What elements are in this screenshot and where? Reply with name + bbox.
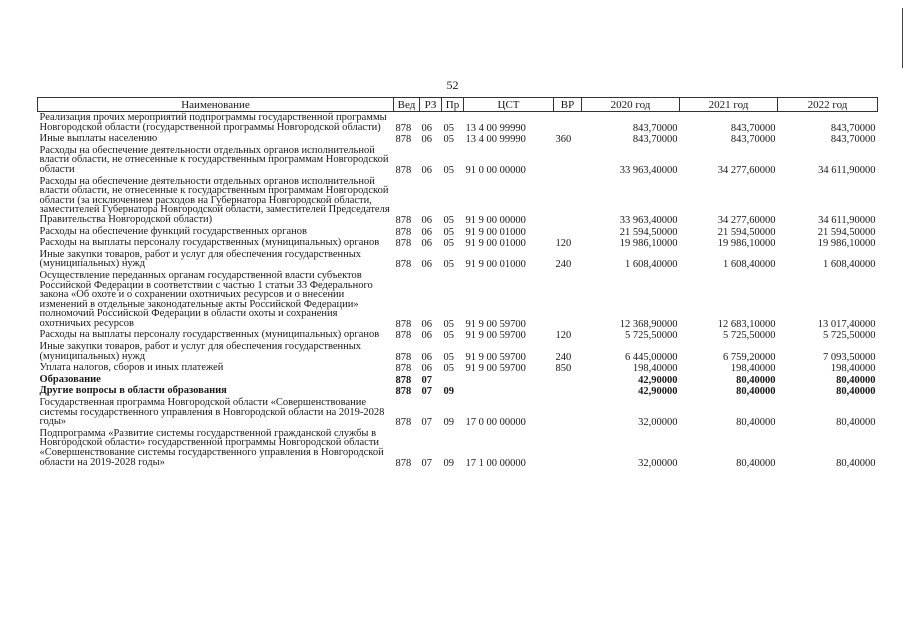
cell-y2022: 5 725,50000 [823,330,876,342]
table-row [38,133,878,145]
page-number: 52 [446,78,459,92]
table-row [38,362,878,374]
cell-ved: 878 [395,374,412,386]
cell-vr: 240 [555,351,572,363]
cell-y2020: 19 986,10000 [619,238,678,249]
cell-ved: 878 [395,226,412,238]
cell-pr: 09 [443,417,454,428]
cell-cst: 91 0 00 00000 [465,164,526,176]
cell-vr [554,397,582,428]
cell-name: Осуществление переданных органам государственной власти субъектов Российской Федерации в соответствии с частью 1 статьи 33 Федерального закона «Об охоте и о сохранении охотничьих ресурсов и о внесении изменений в отдельные законодательные акты Российской Федерации» полномочий Российской Федерации в области охоты и сохранения охотничьих ресурсов [39,269,373,329]
cell-name: Уплата налогов, сборов и иных платежей [39,362,224,374]
cell-vr: 120 [555,330,572,342]
cell-y2021: 80,40000 [736,386,776,398]
table-row [38,341,878,362]
col-header-cst: ЦСТ [464,98,554,112]
cell-cst [464,385,554,397]
cell-rz: 07 [421,417,432,428]
cell-y2022: 21 594,50000 [817,226,876,238]
cell-name: Расходы на обеспечение функций государственных органов [39,225,307,237]
table-body [38,112,878,469]
cell-pr: 05 [443,164,454,176]
cell-ved: 878 [395,134,412,145]
cell-name: Расходы на выплаты персоналу государственных (муниципальных) органов [39,329,380,341]
cell-vr: 360 [555,134,572,145]
cell-cst: 91 9 00 01000 [465,226,526,238]
cell-cst: 91 9 00 59700 [465,330,526,342]
cell-y2022: 34 611,90000 [818,164,876,176]
cell-y2022: 13 017,40000 [817,318,876,330]
table-row [38,249,878,270]
col-header-vr: ВР [554,98,582,112]
cell-pr: 09 [443,386,454,398]
col-header-rz: РЗ [420,98,442,112]
table-row [38,374,878,386]
cell-rz: 07 [421,374,432,386]
cell-y2021: 21 594,50000 [717,226,776,238]
cell-name: Расходы на обеспечение деятельности отдельных органов исполнительной власти области, не отнесенные к государственным программам Новгородской области [39,144,389,175]
cell-y2022: 1 608,40000 [823,259,876,270]
cell-y2021: 80,40000 [736,457,776,469]
cell-name: Иные закупки товаров, работ и услуг для обеспечения государственных (муниципальных) нужд [39,341,362,362]
cell-rz: 06 [421,226,432,238]
cell-y2022: 34 611,90000 [818,214,876,226]
col-header-2021: 2021 год [680,98,778,112]
cell-vr [554,270,582,330]
cell-cst: 91 9 00 59700 [465,363,526,374]
cell-ved: 878 [395,238,412,249]
cell-vr [554,112,582,134]
cell-y2022: 198,40000 [830,363,876,374]
cell-ved: 878 [395,457,412,469]
cell-rz: 06 [421,214,432,226]
cell-ved: 878 [395,164,412,176]
cell-y2020: 32,00000 [638,457,678,469]
page-edge-mark [902,8,903,68]
cell-ved: 878 [395,214,412,226]
cell-y2021: 843,70000 [730,122,776,134]
table-header-row [38,98,878,112]
cell-y2022: 7 093,50000 [823,351,876,363]
cell-cst: 91 9 00 59700 [465,351,526,363]
cell-rz: 06 [421,318,432,330]
cell-y2022: 80,40000 [836,374,876,386]
cell-y2020: 6 445,00000 [625,351,678,363]
cell-y2021: 19 986,10000 [717,238,776,249]
cell-rz: 06 [421,122,432,134]
cell-rz: 06 [421,164,432,176]
table-row [38,329,878,341]
cell-rz: 06 [421,330,432,342]
cell-name: Расходы на выплаты персоналу государственных (муниципальных) органов [39,237,380,249]
cell-y2022: 80,40000 [836,417,876,428]
cell-vr [554,385,582,397]
cell-ved: 878 [395,386,412,398]
cell-y2021: 34 277,60000 [717,164,776,176]
cell-y2021: 12 683,10000 [717,318,776,330]
cell-y2021: 80,40000 [736,374,776,386]
cell-cst: 91 9 00 59700 [465,318,526,330]
cell-y2021: 80,40000 [736,417,776,428]
cell-y2021: 198,40000 [730,363,776,374]
cell-vr [554,145,582,176]
cell-y2020: 198,40000 [632,363,678,374]
cell-y2020: 32,00000 [638,417,678,428]
cell-y2020: 33 963,40000 [619,164,678,176]
cell-rz: 06 [421,238,432,249]
cell-ved: 878 [395,330,412,342]
table-row [38,176,878,226]
cell-ved: 878 [395,122,412,134]
cell-y2021: 6 759,20000 [723,351,776,363]
cell-pr: 05 [443,122,454,134]
cell-name: Реализация прочих мероприятий подпрограммы государственной программы Новгородской области (государственной программы Новгородской области) [39,112,387,133]
cell-cst: 91 9 00 01000 [465,259,526,270]
cell-pr: 05 [443,214,454,226]
col-header-name: Наименование [38,98,394,112]
cell-vr [554,226,582,238]
cell-rz: 07 [421,386,432,398]
cell-cst: 13 4 00 99990 [465,134,526,145]
cell-y2020: 843,70000 [632,134,678,145]
cell-cst: 17 1 00 00000 [465,457,526,469]
cell-name: Подпрограмма «Развитие системы государственной гражданской службы в Новгородской области» государственной программы Новгородской области «Совершенствование системы государственного управления в Новгородской области на 2019-2028 годы» [39,427,384,468]
cell-ved: 878 [395,363,412,374]
cell-cst: 91 9 00 01000 [465,238,526,249]
cell-y2020: 843,70000 [632,122,678,134]
cell-cst [464,374,554,386]
cell-vr [554,428,582,468]
cell-pr: 09 [443,457,454,469]
cell-cst: 91 9 00 00000 [465,214,526,226]
cell-pr: 05 [443,238,454,249]
table-row [38,226,878,238]
table-row [38,385,878,397]
cell-ved: 878 [395,259,412,270]
cell-y2022: 843,70000 [830,122,876,134]
table-row [38,145,878,176]
col-header-pr: Пр [442,98,464,112]
cell-vr [554,374,582,386]
cell-cst: 13 4 00 99990 [465,122,526,134]
cell-pr: 05 [443,134,454,145]
cell-pr: 05 [443,351,454,363]
cell-vr: 850 [555,363,572,374]
cell-vr: 240 [555,259,572,270]
table-row [38,270,878,330]
cell-y2022: 80,40000 [836,386,876,398]
cell-rz: 06 [421,134,432,145]
col-header-2020: 2020 год [582,98,680,112]
cell-vr [554,176,582,226]
cell-y2020: 5 725,50000 [625,330,678,342]
cell-y2021: 1 608,40000 [723,259,776,270]
cell-y2020: 12 368,90000 [619,318,678,330]
cell-name: Иные выплаты населению [39,133,158,145]
budget-table [37,97,878,468]
cell-y2021: 843,70000 [730,134,776,145]
cell-name: Образование [39,373,101,385]
cell-name: Расходы на обеспечение деятельности отдельных органов исполнительной власти области, не отнесенные к государственным программам Новгородской области (за исключением расходов на Губернатора Новгородской области, заместителей Губернатора Новгородской области, заместителей Председателя Правительства Новгородской области) [39,175,390,225]
cell-y2022: 843,70000 [830,134,876,145]
cell-y2020: 21 594,50000 [619,226,678,238]
cell-ved: 878 [395,417,412,428]
cell-cst: 17 0 00 00000 [465,417,526,428]
cell-pr: 05 [443,363,454,374]
cell-ved: 878 [395,351,412,363]
col-header-2022: 2022 год [778,98,878,112]
cell-rz: 06 [421,259,432,270]
table-row [38,237,878,249]
table-row [38,112,878,134]
table-row [38,428,878,468]
cell-y2020: 42,90000 [638,374,678,386]
cell-pr: 05 [443,318,454,330]
cell-pr: 05 [443,226,454,238]
cell-y2020: 33 963,40000 [619,214,678,226]
cell-vr: 120 [555,238,572,249]
cell-rz: 06 [421,363,432,374]
cell-y2021: 34 277,60000 [717,214,776,226]
cell-rz: 07 [421,457,432,469]
cell-pr: 05 [443,259,454,270]
cell-pr [442,374,464,386]
cell-name: Другие вопросы в области образования [39,385,227,397]
cell-name: Иные закупки товаров, работ и услуг для обеспечения государственных (муниципальных) нужд [39,248,362,270]
cell-y2020: 42,90000 [638,386,678,398]
cell-y2020: 1 608,40000 [625,259,678,270]
cell-ved: 878 [395,318,412,330]
cell-rz: 06 [421,351,432,363]
cell-y2022: 19 986,10000 [817,238,876,249]
cell-y2021: 5 725,50000 [723,330,776,342]
col-header-ved: Вед [394,98,420,112]
cell-y2022: 80,40000 [836,457,876,469]
table-row [38,397,878,428]
cell-pr: 05 [443,330,454,342]
cell-name: Государственная программа Новгородской области «Совершенствование системы государственного управления в Новгородской области на 2019-2028 годы» [39,397,385,428]
